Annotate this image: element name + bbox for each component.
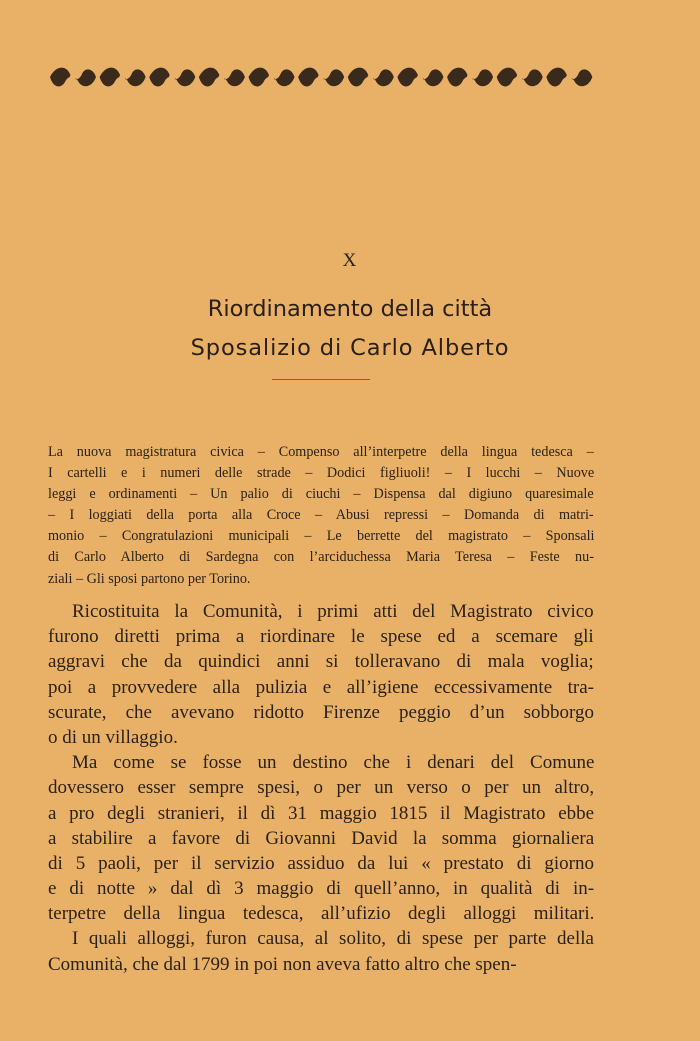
body-line: aggravi che da quindici anni si tolleravano di mala voglia; bbox=[48, 651, 594, 673]
body-line: Ma come se fosse un destino che i denari del Comune bbox=[72, 752, 595, 774]
body-text bbox=[48, 599, 594, 977]
ornament-dot bbox=[119, 74, 125, 80]
ornament-dot bbox=[318, 74, 324, 80]
summary-line: La nuova magistratura civica – Compenso all’interpetre della lingua tedesca – bbox=[48, 444, 594, 460]
summary-line: – I loggiati della porta alla Croce – Abusi repressi – Domanda di matri- bbox=[48, 507, 594, 524]
chapter-summary bbox=[48, 442, 594, 590]
ornament-dot bbox=[268, 74, 274, 80]
ornament-dot bbox=[70, 74, 76, 80]
ornament-dot bbox=[169, 74, 175, 80]
body-line: dovessero esser sempre spesi, o per un verso o per un altro, bbox=[48, 777, 595, 799]
ornament-dot bbox=[219, 74, 225, 80]
body-line: poi a provvedere alla pulizia e all’igiene eccessivamente tra- bbox=[48, 676, 594, 698]
ornament-dot bbox=[368, 74, 374, 80]
body-line: di 5 paoli, per il servizio assiduo da lui « prestato di giorno bbox=[48, 852, 595, 874]
summary-line: I cartelli e i numeri delle strade – Dodici figliuoli! – I lucchi – Nuove bbox=[48, 465, 595, 482]
body-line: terpetre della lingua tedesca, all’ufizio degli alloggi militari. bbox=[48, 903, 595, 925]
ornament-dot bbox=[517, 74, 523, 80]
ornament-dot bbox=[417, 74, 423, 80]
ornament-dot bbox=[566, 74, 572, 80]
summary-line: ziali – Gli sposi partono per Torino. bbox=[48, 570, 251, 587]
summary-line: di Carlo Alberto di Sardegna con l’arciduchessa Maria Teresa – Feste nu- bbox=[48, 549, 594, 566]
ornament-dot bbox=[467, 74, 473, 80]
body-line: e di notte » dal dì 3 maggio di quell’anno, in qualità di in- bbox=[48, 878, 595, 900]
body-line: a stabilire a favore di Giovanni David la somma giornaliera bbox=[48, 827, 595, 849]
chapter-title-line-1: Riordinamento della città bbox=[207, 296, 493, 322]
summary-line: leggi e ordinamenti – Un palio di ciuchi – Dispensa dal digiuno quaresimale bbox=[48, 486, 594, 503]
body-line: I quali alloggi, furon causa, al solito, di spese per parte della bbox=[72, 928, 594, 950]
summary-line: monio – Congratulazioni municipali – Le berrette del magistrato – Sponsali bbox=[48, 528, 595, 545]
chapter-title-line-2: Sposalizio di Carlo Alberto bbox=[190, 335, 510, 361]
title-divider-rule bbox=[272, 379, 370, 380]
body-line: scurate, che avevano ridotto Firenze peggio d’un sobborgo bbox=[48, 701, 595, 723]
body-line: Comunità, che dal 1799 in poi non aveva fatto altro che spen- bbox=[48, 953, 517, 975]
body-line: furono diretti prima a riordinare le spese ed a scemare gli bbox=[48, 626, 594, 648]
chapter-number: X bbox=[342, 250, 358, 271]
body-line: Ricostituita la Comunità, i primi atti del Magistrato civico bbox=[72, 601, 594, 622]
decorative-ornament-band bbox=[48, 62, 594, 92]
body-line: o di un villaggio. bbox=[48, 726, 178, 748]
body-line: a pro degli stranieri, il dì 31 maggio 1815 il Magistrato ebbe bbox=[48, 802, 595, 824]
